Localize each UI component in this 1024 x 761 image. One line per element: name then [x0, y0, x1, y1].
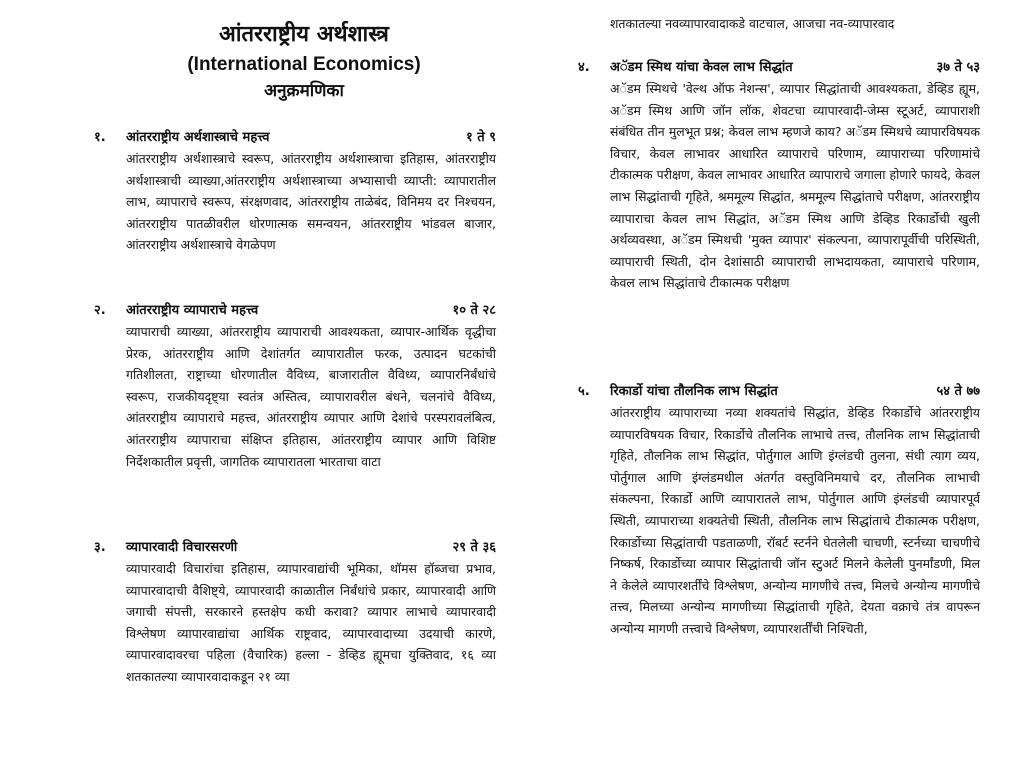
book-title: आंतरराष्ट्रीय अर्थशास्त्र: [219, 22, 389, 47]
chapter-pages: ३७ ते ५३: [936, 60, 980, 75]
chapter-number: २.: [94, 303, 106, 318]
chapter-topics: व्यापारवादी विचारांचा इतिहास, व्यापारवाद्यांची भूमिका, थॉमस हॉब्जचा प्रभाव, व्यापारवादाची वैशिष्ट्ये, व्यापारवादी काळातील निर्बंधांचे प्रकार, व्यापारवादी आणि जगाची संपत्ती, सरकारने हस्तक्षेप कधी करावा? व्यापार लाभाचे व्यापारवादी विश्लेषण व्यापारवाद्यांचा आर्थिक राष्ट्रवाद, व्यापारवादाच्या उदयाची कारणे, व्यापारवादावरचा पहिला (वैचारिक) हल्ला - डेव्हिड ह्यूमचा युक्तिवाद, १६ व्या शतकातल्या व्यापारवादाकडून २१ व्या: [126, 561, 496, 684]
chapter-pages: २९ ते ३६: [452, 540, 496, 555]
chapter-number: ३.: [94, 540, 106, 555]
chapter-heading: [94, 538, 496, 558]
chapter-pages: ५४ ते ७७: [936, 384, 980, 399]
book-title-english: (International Economics): [187, 54, 421, 75]
chapter-5: [578, 382, 980, 640]
chapter-heading: [94, 301, 496, 321]
chapter-title: आंतरराष्ट्रीय व्यापाराचे महत्त्व: [126, 303, 259, 318]
chapter-pages: १० ते २८: [452, 303, 496, 318]
chapter-pages: १ ते ९: [466, 130, 496, 145]
chapter-topics: अॅडम स्मिथचे 'वेल्थ ऑफ नेशन्स', व्यापार सिद्धांताची आवश्यकता, डेव्हिड ह्यूम, अॅडम स्मिथ आणि जॉन लॉक, शेवटचा व्यापारवादी-जेम्स स्टूअर्ट, व्यापाराशी संबंधित तीन मुलभूत प्रश्न; केवल लाभ म्हणजे काय? अॅडम स्मिथचे व्यापारविषयक विचार, केवल लाभावर आधारित व्यापाराचे परिणाम, व्यापाराच्या परिणामांचे टीकात्मक परीक्षण, केवल लाभावर आधारित व्यापाराचे जगाला होणारे फायदे, केवल लाभ सिद्धांताची गृहिते, श्रममूल्य सिद्धांत, श्रममूल्य सिद्धांताचे परीक्षण, आंतरराष्ट्रीय व्यापाराचा केवल लाभ सिद्धांत, अॅडम स्मिथ आणि डेव्हिड रिकार्डोची खुली अर्थव्यवस्था, अॅडम स्मिथची 'मुक्त व्यापार' संकल्पना, व्यापारापूर्वीची परिस्थिती, व्यापाराची स्थिती, दोन देशांसाठी व्यापाराची लाभदायकता, व्यापाराचे परिणाम, केवल लाभ सिद्धांताचे टीकात्मक परीक्षण: [610, 81, 980, 291]
chapter-topics: आंतरराष्ट्रीय व्यापाराच्या नव्या शक्यतांचे सिद्धांत, डेव्हिड रिकार्डोचे आंतरराष्ट्रीय व्यापारविषयक विचार, रिकार्डोचे तौलनिक लाभाचे तत्त्व, तौलनिक लाभ सिद्धांताची गृहिते, तौलनिक लाभ सिद्धांत, पोर्तुगाल आणि इंग्लंडची तुलना, संधी त्याग व्यय, पोर्तुगाल आणि इंग्लंडमधील अंतर्गत वस्तुविनिमयाचे दर, तौलनिक लाभाची संकल्पना, रिकार्डो आणि व्यापारातले लाभ, पोर्तुगाल आणि इंग्लंडची व्यापारपूर्व स्थिती, व्यापाराच्या शक्यतेची स्थिती, तौलनिक लाभ सिद्धांताचे टीकात्मक परीक्षण, रिकार्डोच्या सिद्धांताची पडताळणी, रॉबर्ट स्टर्नने घेतलेली चाचणी, स्टर्नच्या चाचणीचे निष्कर्ष, रिकार्डोच्या व्यापार सिद्धांताची जॉन स्टुअर्ट मिलने केलेली पुनर्मांडणी, मिल ने केलेले व्यापारशर्तींचे विश्लेषण, अन्योन्य मागणीचे तत्त्व, मिलचे अन्योन्य मागणीचे तत्त्व, मिलच्या अन्योन्य मागणीच्या सिद्धांताची गृहिते, देयता वक्राचे तंत्र वापरून अन्योन्य मागणी तत्त्वाचे विश्लेषण, व्यापारशर्तींची निश्चिती,: [610, 405, 980, 636]
chapter-topics: आंतरराष्ट्रीय अर्थशास्त्राचे स्वरूप, आंतरराष्ट्रीय अर्थशास्त्राचा इतिहास, आंतरराष्ट्रीय अर्थशास्त्राची व्याख्या,आंतरराष्ट्रीय अर्थशास्त्राच्या अभ्यासाची व्याप्ती: व्यापारातील लाभ, व्यापाराचे स्वरूप, संरक्षणवाद, आंतरराष्ट्रीय ताळेबंद, विनिमय दर निश्चयन, आंतरराष्ट्रीय पातळीवरील धोरणात्मक समन्वयन, आंतरराष्ट्रीय भांडवल बाजार, आंतरराष्ट्रीय अर्थशास्त्राचे वेगळेपण: [126, 151, 496, 253]
chapter-title: अॅडम स्मिथ यांचा केवल लाभ सिद्धांत: [610, 60, 793, 75]
chapter-title: आंतरराष्ट्रीय अर्थशास्त्राचे महत्त्व: [126, 130, 270, 145]
toc-heading: अनुक्रमणिका: [264, 81, 344, 101]
chapter-3: [94, 538, 496, 688]
chapter-number: ४.: [578, 60, 590, 75]
chapter-heading: [578, 58, 980, 78]
chapter-1: [94, 128, 496, 256]
chapter-heading: [578, 382, 980, 402]
chapter-heading: [94, 128, 496, 148]
chapter-title: व्यापारवादी विचारसरणी: [126, 540, 238, 555]
chapter-2: [94, 301, 496, 472]
chapter-number: १.: [94, 130, 106, 145]
chapter-title: रिकार्डो यांचा तौलनिक लाभ सिद्धांत: [610, 384, 778, 399]
chapter-3-continuation: शतकातल्या नवव्यापारवादाकडे वाटचाल, आजचा नव-व्यापारवाद: [610, 16, 895, 31]
chapter-topics: व्यापाराची व्याख्या, आंतरराष्ट्रीय व्यापाराची आवश्यकता, व्यापार-आर्थिक वृद्धीचा प्रेरक, आंतरराष्ट्रीय आणि देशांतर्गत व्यापारातील फरक, उत्पादन घटकांची गतिशीलता, राष्ट्राच्या धोरणातील वैविध्य, बाजारातील वैविध्य, व्यापारनिर्बंधांचे स्वरूप, राजकीयदृष्ट्या स्वतंत्र अस्तित्व, व्यापारावरील बंधने, चलनांचे वैविध्य, आंतरराष्ट्रीय व्यापाराचे महत्त्व, आंतरराष्ट्रीय व्यापार आणि देशांचे परस्परावलंबित्व, आंतरराष्ट्रीय व्यापाराचा संक्षिप्त इतिहास, आंतरराष्ट्रीय व्यापार आणि विशिष्ट निर्देशकातील प्रवृत्ती, जागतिक व्यापारातला भारताचा वाटा: [126, 324, 496, 469]
chapter-4: [578, 58, 980, 294]
chapter-number: ५.: [578, 384, 590, 399]
